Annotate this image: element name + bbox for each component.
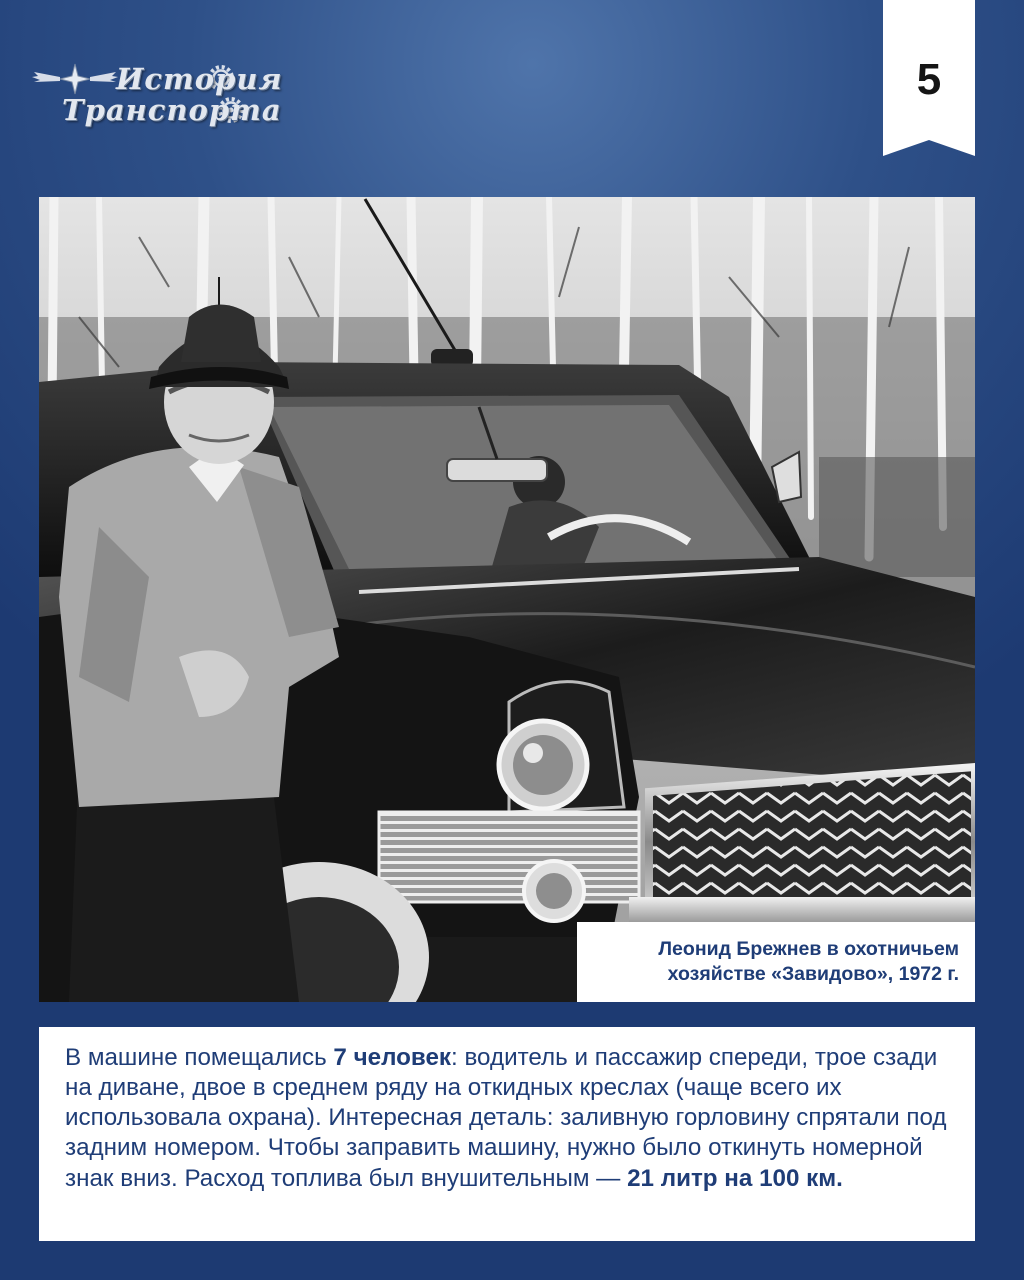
description-highlight-capacity: 7 человек: [333, 1044, 452, 1071]
photo-illustration: [39, 197, 975, 1002]
description-box: [39, 1027, 975, 1241]
description-highlight-fuel: 21 литр на 100 км.: [627, 1164, 843, 1192]
logo-title-line2: Транспорта: [62, 93, 282, 127]
logo: [30, 56, 300, 136]
description-part-1: В машине помещались: [65, 1044, 334, 1071]
photo: [39, 197, 975, 1002]
photo-caption-box: [577, 922, 975, 1002]
photo-caption: Леонид Брежнев в охотничьем хозяйстве «Завидово», 1972 г.: [658, 938, 959, 985]
page-number: 5: [916, 55, 942, 104]
description-text: [65, 1043, 949, 1194]
description-part-2: : водитель и пассажир спереди, трое сзади на диване, двое в среднем ряду на откидных креслах (чаще всего их использовала охрана). Интересная деталь: заливную горловину спрятали под задним номером. Чтобы заправить машину, нужно было откинуть номерной знак вниз. Расход топлива был внушительным —: [65, 1044, 947, 1192]
logo-title-line1: История: [116, 62, 283, 96]
